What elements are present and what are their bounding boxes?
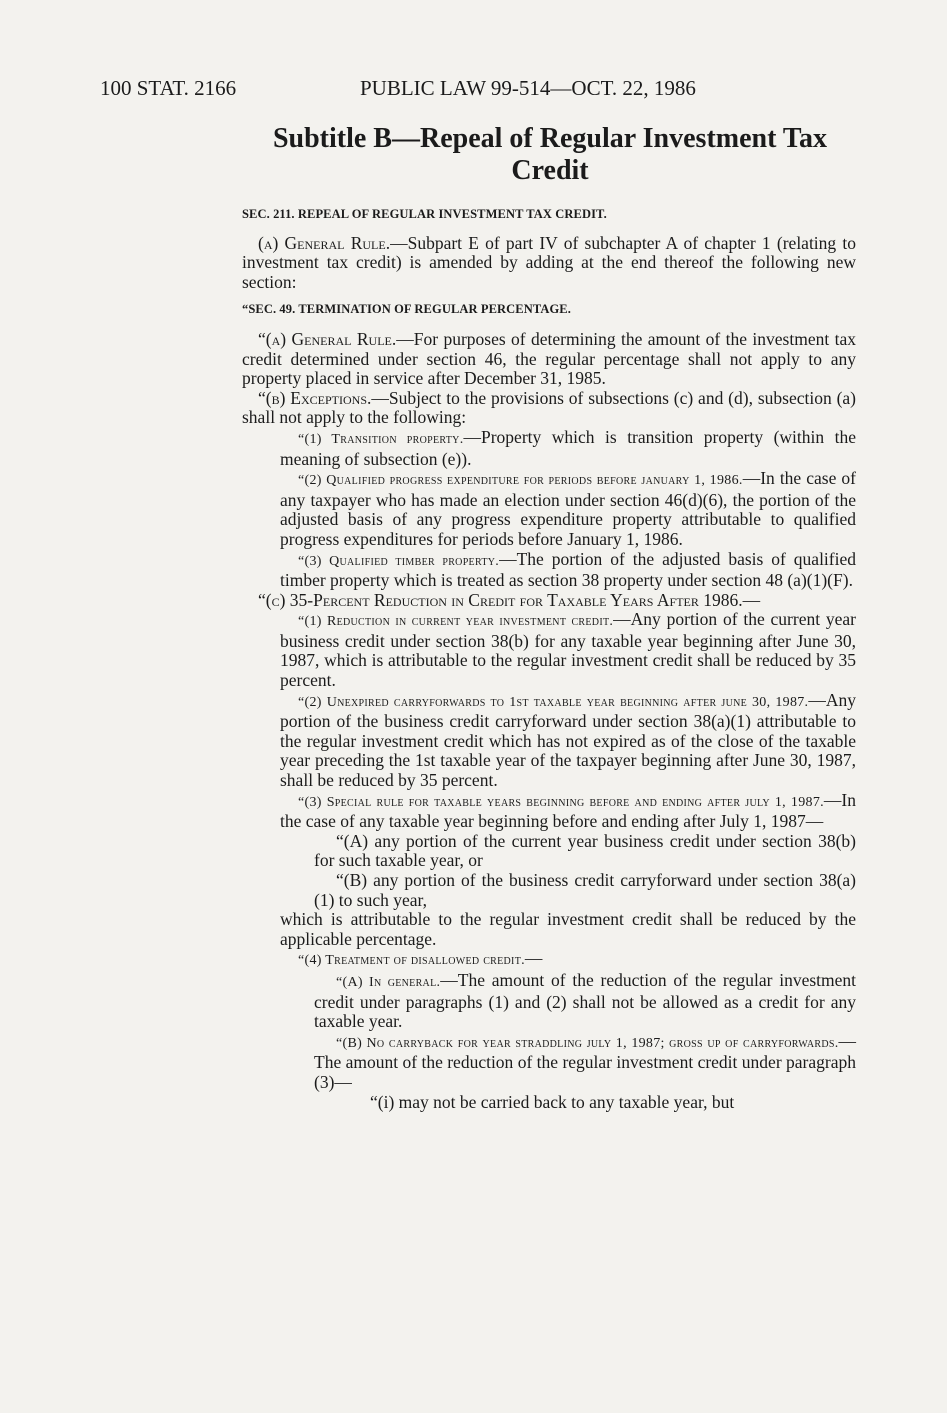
paragraph-c3-text: —In the case of any taxable year beginning before and ending after July 1, 1987— [280,789,856,832]
sec49-subsection-b-text: —Subject to the provisions of subsections (c) and (d), subsection (a) shall not apply to the following: [242,387,856,428]
paragraph-b1-head: “(1) Transition property. [298,431,464,447]
paragraph-b1-text: —Property which is transition property (within the meaning of subsection (e)). [280,426,857,469]
paragraph-c4-text: — [524,948,543,969]
statute-page-reference: 100 STAT. 2166 [100,76,237,100]
subparagraph-c4B-text: —The amount of the reduction of the regular investment credit under paragraph (3)— [314,1030,856,1092]
section-211-heading: SEC. 211. REPEAL OF REGULAR INVESTMENT TAX CREDIT. [242,207,607,221]
subparagraph-c3B: “(B) any portion of the business credit carryforward under section 38(a)(1) to such year, [314,870,856,910]
paragraph-c1 [242,610,856,690]
paragraph-c4 [242,949,856,971]
paragraph-b3-text: —The portion of the adjusted basis of qualified timber property which is treated as section 38 property under section 48 (a)(1)(F). [280,548,857,591]
subsection-a-head: (a) General Rule. [258,232,391,253]
paragraph-b2-text: —In the case of any taxpayer who has made an election under section 46(d)(6), the portion of the adjusted basis of any progress expenditure property attributable to qualified progress expenditures for periods before January 1, 1986. [280,468,856,549]
clause-c4Bi: “(i) may not be carried back to any taxable year, but [370,1091,735,1112]
paragraph-b2 [242,469,856,549]
paragraph-b2-head: “(2) Qualified progress expenditure for periods before january 1, 1986. [298,473,743,489]
subparagraph-c4B [242,1032,856,1093]
sec49-subsection-a-text: —For purposes of determining the amount of the investment tax credit determined under section 46, the regular percentage shall not apply to any property placed in service after December 31, 1985. [242,328,856,389]
subparagraph-c3A: “(A) any portion of the current year business credit under section 38(b) for such taxable year, or [314,830,856,871]
paragraph-c4-head: “(4) Treatment of disallowed credit. [298,953,525,969]
sec49-subsection-c-text: — [742,589,761,610]
paragraph-c1-text: —Any portion of the current year business credit under section 38(b) for any taxable year beginning after June 30, 1987, which is attributable to the regular investment credit shall be reduced by 35 percent. [280,609,856,691]
paragraph-c2-text: —Any portion of the business credit carryforward under section 38(a)(1) attributable to the regular investment credit which has not expired as of the close of the taxable year preceding the 1st taxable year of the taxpayer beginning after June 30, 1987, shall be reduced by 35 percent. [280,689,856,791]
paragraph-c1-head: “(1) Reduction in current year investment credit. [298,614,614,630]
subparagraph-c4B-head: “(B) No carryback for year straddling july 1, 1987; gross up of carryforwards. [336,1035,839,1051]
subparagraph-c4A [242,971,856,1032]
sec49-subsection-a-head: “(a) General Rule. [258,328,397,349]
public-law-reference: PUBLIC LAW 99-514—OCT. 22, 1986 [360,76,696,100]
subparagraph-c4A-text: —The amount of the reduction of the regular investment credit under paragraphs (1) and (2) shall not be allowed as a credit for any taxable year. [314,969,857,1032]
paragraph-c2 [242,691,856,791]
subparagraph-c4A-head: “(A) In general. [336,974,441,990]
subsection-a [242,234,856,293]
subtitle-heading: Subtitle B—Repeal of Regular Investment Tax Credit [272,123,828,186]
sec49-subsection-b [242,389,856,428]
section-49-heading: “SEC. 49. TERMINATION OF REGULAR PERCENTAGE. [242,302,571,317]
document-body [242,205,856,1112]
paragraph-b1 [242,428,856,469]
subsection-a-text: —Subpart E of part IV of subchapter A of chapter 1 (relating to investment tax credit) is amended by adding at the end thereof the following new section: [242,232,856,292]
sec49-subsection-c [242,591,856,611]
paragraph-c2-head: “(2) Unexpired carryforwards to 1st taxable year beginning after june 30, 1987. [298,694,809,710]
paragraph-c3-tail: which is attributable to the regular investment credit shall be reduced by the applicable percentage. [280,909,856,949]
paragraph-b3-head: “(3) Qualified timber property. [298,553,500,569]
paragraph-c3-head: “(3) Special rule for taxable years beginning before and ending after july 1, 1987. [298,794,824,810]
sec49-subsection-b-head: “(b) Exceptions. [258,387,372,408]
paragraph-c3 [242,791,856,832]
sec49-subsection-a [242,330,856,389]
sec49-subsection-c-head: “(c) 35-Percent Reduction in Credit for Taxable Years After 1986. [258,589,743,610]
paragraph-b3 [242,550,856,591]
